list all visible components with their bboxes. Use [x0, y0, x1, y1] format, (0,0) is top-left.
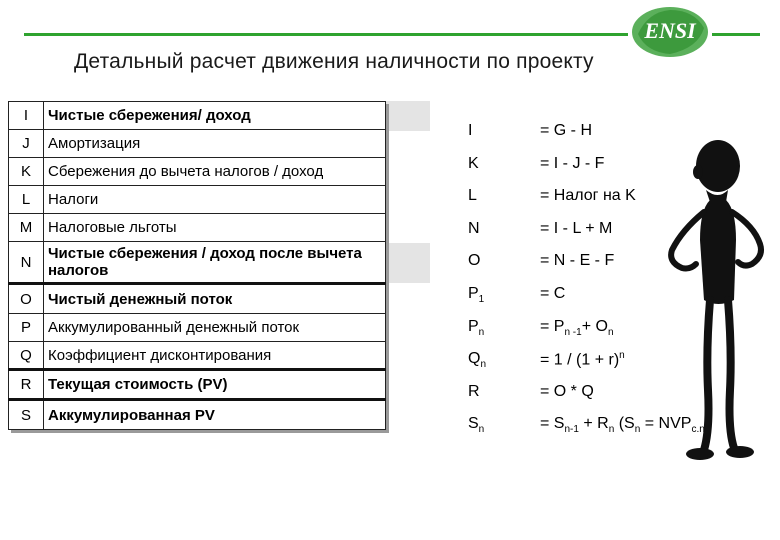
table-row: [9, 242, 386, 284]
row-code: J: [9, 130, 44, 158]
logo-text: ENSI: [644, 18, 696, 43]
ensi-logo: [628, 2, 712, 58]
formula-expression: = I - J - F: [540, 154, 605, 172]
table-row: [9, 400, 386, 430]
table-row: [9, 158, 386, 186]
formula-expression: = I - L + M: [540, 219, 613, 237]
table-row: [9, 102, 386, 130]
formula-symbol: $P_1$: [468, 284, 485, 306]
row-label: Налоговые льготы: [44, 214, 386, 242]
table-row: [9, 130, 386, 158]
shade-strip-mid: [386, 243, 430, 283]
row-code: K: [9, 158, 44, 186]
table-row: [9, 284, 386, 314]
shade-strip-top: [386, 101, 430, 131]
row-label: Аккумулированный денежный поток: [44, 314, 386, 342]
row-code: P: [9, 314, 44, 342]
row-code: I: [9, 102, 44, 130]
formula-expression: = $P_{n -1}+ O_n$: [540, 317, 614, 338]
row-code: O: [9, 284, 44, 314]
row-code: Q: [9, 342, 44, 370]
row-label: Коэффициент дисконтирования: [44, 342, 386, 370]
formula-expression: = Налог на K: [540, 187, 636, 205]
table-row: [9, 370, 386, 400]
formula-symbol: $P_n$: [468, 317, 485, 338]
row-label: Чистые сбережения / доход после вычета налогов: [44, 242, 386, 284]
row-label: Налоги: [44, 186, 386, 214]
row-code: M: [9, 214, 44, 242]
formula-symbol: $S_n$: [468, 415, 485, 436]
formula-symbol: $Q_n$: [468, 350, 487, 371]
formula-symbol: O: [468, 252, 481, 270]
row-code: R: [9, 370, 44, 400]
formula-expression: = $S_{n-1} + R_n$ $(S_n = NVP_{c.n})$: [540, 415, 711, 436]
table-row: [9, 214, 386, 242]
row-label: Сбережения до вычета налогов / доход: [44, 158, 386, 186]
stick-figure-illustration: [660, 140, 772, 470]
formula-symbol: I: [468, 122, 473, 139]
row-label: Чистые сбережения/ доход: [44, 102, 386, 130]
table-row: [9, 342, 386, 370]
row-label: Чистый денежный поток: [44, 284, 386, 314]
row-code: S: [9, 400, 44, 430]
table-row: [9, 186, 386, 214]
header-line-right: [712, 33, 760, 36]
row-code: N: [9, 242, 44, 284]
formula-expression: = $1 / (1 + r)^n$: [540, 350, 625, 369]
cash-flow-table: [8, 101, 386, 430]
formula-symbol: K: [468, 154, 479, 172]
page-title: Детальный расчет движения наличности по проекту: [74, 50, 594, 73]
header-line-left: [24, 33, 628, 36]
row-label: Аккумулированная PV: [44, 400, 386, 430]
formula-symbol: N: [468, 219, 480, 237]
row-label: Амортизация: [44, 130, 386, 158]
formula-symbol: R: [468, 382, 480, 400]
formula-expression: = O * Q: [540, 382, 594, 400]
formula-expression: = N - E - F: [540, 252, 615, 270]
table-row: [9, 314, 386, 342]
formula-expression: = C: [540, 284, 566, 302]
formula-expression: = G - H: [540, 122, 593, 139]
row-code: L: [9, 186, 44, 214]
row-label: Текущая стоимость (PV): [44, 370, 386, 400]
formula-symbol: L: [468, 187, 477, 205]
